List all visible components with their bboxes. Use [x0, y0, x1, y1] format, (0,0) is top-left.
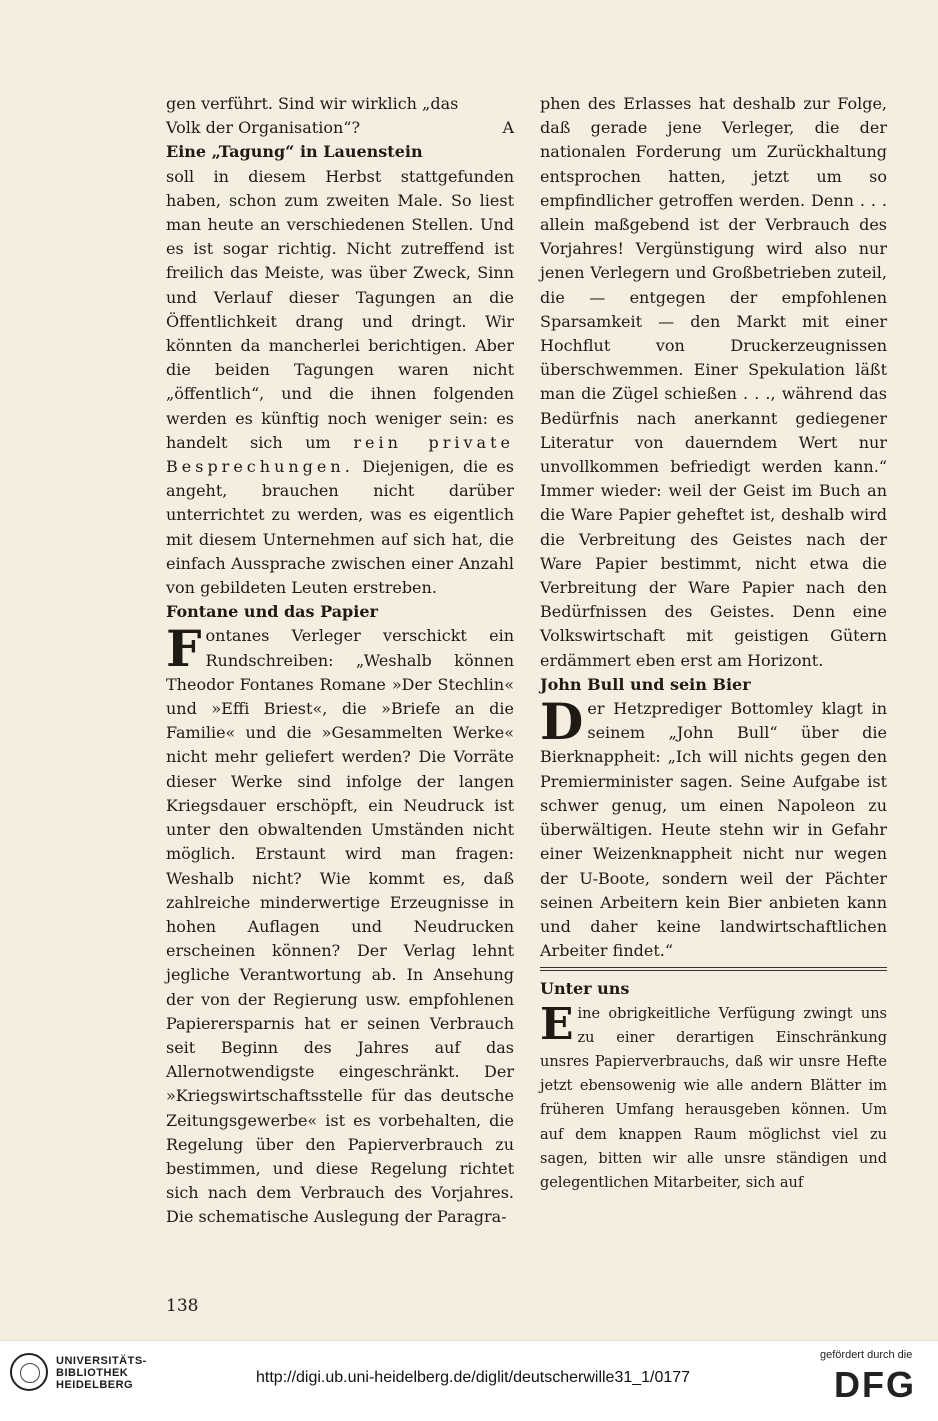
library-line-2: BIBLIOTHEK — [56, 1367, 129, 1379]
paragraph-john-bull — [540, 692, 887, 963]
left-line-2-text: Volk der Organisation“? — [166, 118, 361, 138]
drop-cap-f: F — [166, 619, 202, 679]
left-line-2 — [166, 116, 514, 140]
heading-lauenstein: Eine „Tagung“ in Lauenstein — [166, 142, 423, 162]
library-name — [56, 1355, 147, 1391]
paragraph-fontane — [166, 619, 514, 1229]
left-line-2-signature: A — [502, 118, 514, 138]
library-line-1: UNIVERSITÄTS- — [56, 1355, 147, 1367]
section-divider — [540, 967, 887, 971]
drop-cap-d: D — [540, 692, 584, 752]
paragraph-lauenstein-end: Diejenigen, die es angeht, brauchen nicht darüber unterrichtet zu werden, was es eigentlich mit diesem Unternehmen auf sich hat, die einfach Aussprache zwischen einer Anzahl von gebildeten Leuten erstreben. — [166, 457, 514, 598]
paragraph-lauenstein — [166, 165, 514, 601]
heading-unter-uns: Unter uns — [540, 979, 630, 999]
left-column — [166, 92, 514, 1230]
left-line-1: gen verführt. Sind wir wirklich „das — [166, 94, 459, 113]
paragraph-unter-uns-text: ine obrigkeitliche Verfügung zwingt uns zu einer derartigen Einschränkung unsres Papierverbrauchs, daß wir unsre Hefte jetzt ebensowenig wie alle andern Blätter im früheren Umfang herausgeben können. Um auf dem knappen Raum möglichst viel zu sagen, bitten wir alle unsre ständigen und gelegentlichen Mitarbeiter, sich auf — [540, 1005, 887, 1191]
paragraph-unter-uns — [540, 998, 887, 1196]
permalink-url[interactable]: http://digi.ub.uni-heidelberg.de/diglit/deutscherwille31_1/0177 — [256, 1369, 691, 1386]
funded-by-label: gefördert durch die — [820, 1349, 913, 1361]
paragraph-john-bull-text: er Hetzprediger Bottomley klagt in seinem „John Bull“ über die Bierknappheit: „Ich will nichts gegen den Premierminister sagen. Seine Aufgabe ist schwer genug, um einen Napoleon zu überwältigen. Heute stehn wir in Gefahr einer Weizenknappheit nicht nur wegen der U-Boote, sondern weil der Pächter seinen Arbeitern kein Bier anbieten kann und daher keine landwirtschaftlichen Arbeiter findet.“ — [540, 699, 887, 961]
right-column — [540, 92, 887, 1195]
page-number: 138 — [166, 1296, 199, 1316]
paragraph-lauenstein-spaced: rein private Besprechungen. — [166, 432, 514, 477]
paragraph-continuation: phen des Erlasses hat deshalb zur Folge, daß gerade jene Verleger, die der nationalen Forderung um Zurückhaltung entsprochen hatten, jetzt um so empfindlicher getroffen werden. Denn . . . allein maßgebend ist der Verbrauch des Vorjahres! Vergünstigung wird also nur jenen Verlegern und Großbetrieben zuteil, die — entgegen der empfohlenen Sparsamkeit — den Markt mit einer Hochflut von Druckerzeugnissen überschwemmen. Einer Spekulation läßt man die Zügel schießen . . ., während das Bedürfnis nach anerkannt gediegener Literatur von dauerndem Wert nur unvollkommen befriedigt werden kann.“ Immer wieder: weil der Geist im Buch an die Ware Papier geheftet ist, deshalb wird die Verbreitung des Geistes nach der Ware Papier bestimmt, nicht etwa die Verbreitung der Ware Papier nach den Bedürfnissen des Geistes. Denn eine Volkswirtschaft mit geistigen Gütern erdämmert eben erst am Horizont. — [540, 94, 887, 670]
paragraph-fontane-text: ontanes Verleger verschickt ein Rundschreiben: „Weshalb können Theodor Fontanes Romane »Der Stechlin« und »Effi Briest«, die »Briefe an die Familie« und die »Gesammelten Werke« nicht mehr geliefert werden? Die Vorräte dieser Werke sind infolge der langen Kriegsdauer erschöpft, ein Neudruck ist unter den obwaltenden Umständen nicht möglich. Erstaunt wird man fragen: Weshalb nicht? Wie kommt es, daß zahlreiche minderwertige Erzeugnisse in hohen Auflagen und Neudrucken erscheinen können? Der Verlag lehnt jegliche Verantwortung ab. In Ansehung der von der Regierung usw. empfohlenen Papierersparnis hat er seinen Verbrauch seit Beginn des Jahres auf das Allernotwendigste eingeschränkt. Der »Kriegswirtschaftsstelle für das deutsche Zeitungsgewerbe« ist es vorbehalten, die Regelung über den Papierverbrauch zu bestimmen, und diese Regelung richtet sich nach dem Verbrauch des Vorjahres. Die schematische Auslegung der Paragra- — [166, 626, 514, 1227]
university-seal-icon — [10, 1353, 48, 1391]
heading-john-bull: John Bull und sein Bier — [540, 674, 751, 694]
footer-bar — [0, 1340, 938, 1421]
library-line-3: HEIDELBERG — [56, 1379, 134, 1391]
dfg-logo: DFG — [834, 1364, 916, 1405]
heading-fontane: Fontane und das Papier — [166, 602, 378, 622]
paragraph-lauenstein-text: soll in diesem Herbst stattgefunden haben, schon zum zweiten Male. So liest man heute an verschiedenen Stellen. Und es ist sogar richtig. Nicht zutreffend ist freilich das Meiste, was über Zweck, Sinn und Verlauf dieser Tagungen an die Öffentlichkeit drang und dringt. Wir könnten da mancherlei berichtigen. Aber die beiden Tagungen waren nicht „öffentlich“, und die ihnen folgenden werden es künftig noch weniger sein: es handelt sich um — [166, 166, 514, 452]
drop-cap-e: E — [540, 998, 574, 1050]
